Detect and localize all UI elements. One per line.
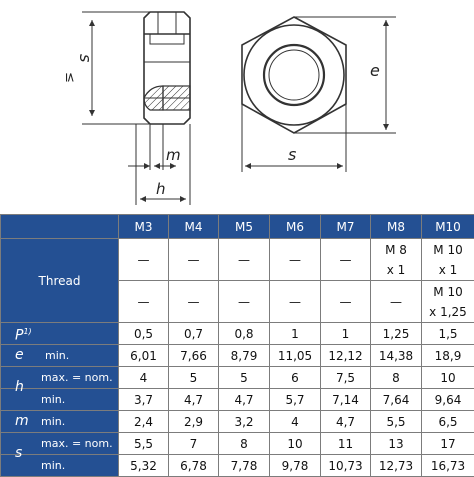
column-header: M6	[270, 215, 321, 239]
nut-side-view	[82, 12, 190, 205]
table-cell: 7,66	[169, 345, 219, 367]
cell-line: x 1,25	[422, 302, 474, 322]
table-cell: 0,8	[219, 323, 270, 345]
dim-s-side: s	[76, 54, 95, 62]
column-header: M3	[119, 215, 169, 239]
symbol-text: h	[1, 379, 41, 395]
table-cell: —	[119, 239, 169, 281]
row-label: min.	[41, 459, 65, 472]
row-head	[1, 411, 119, 433]
table-cell: 4	[270, 411, 321, 433]
table-cell: —	[270, 281, 321, 323]
table-cell: 7,64	[371, 389, 422, 411]
table-row	[1, 367, 474, 389]
table-cell: 1,5	[422, 323, 474, 345]
dim-m-label: m	[166, 146, 181, 164]
table-cell: 6	[270, 367, 321, 389]
table-cell: —	[270, 239, 321, 281]
table-cell: 11	[321, 433, 371, 455]
dim-s-label: s	[288, 145, 296, 164]
table-row	[1, 433, 474, 455]
table-cell: 5	[169, 367, 219, 389]
table-cell: 5,5	[119, 433, 169, 455]
table-cell: 16,73	[422, 455, 474, 477]
table-cell	[422, 281, 474, 323]
table-cell: 10	[270, 433, 321, 455]
table-cell	[371, 239, 422, 281]
dimension-table	[0, 214, 474, 477]
table-cell: 8,79	[219, 345, 270, 367]
table-cell: 4,7	[219, 389, 270, 411]
column-header: M4	[169, 215, 219, 239]
row-head	[1, 433, 119, 455]
cell-line: M 10	[422, 240, 474, 260]
table-cell: 4,7	[321, 411, 371, 433]
cell-line: x 1	[371, 260, 421, 280]
cell-line: M 10	[422, 282, 474, 302]
header-empty-cell	[1, 215, 119, 239]
table-row	[1, 411, 474, 433]
table-cell: 12,73	[371, 455, 422, 477]
table-cell: 2,4	[119, 411, 169, 433]
row-label: max. = nom.	[41, 371, 113, 384]
table-cell: 1,25	[371, 323, 422, 345]
table-cell: 9,64	[422, 389, 474, 411]
table-cell: —	[219, 281, 270, 323]
column-header: M5	[219, 215, 270, 239]
symbol-text: s	[1, 445, 41, 461]
table-cell: 6,5	[422, 411, 474, 433]
row-label: min.	[41, 393, 65, 406]
table-row	[1, 345, 474, 367]
table-cell: 0,5	[119, 323, 169, 345]
table-cell: 13	[371, 433, 422, 455]
symbol-text: P	[15, 327, 23, 343]
table-cell: 12,12	[321, 345, 371, 367]
table-row	[1, 389, 474, 411]
table-header-row	[1, 215, 474, 239]
table-cell: —	[321, 281, 371, 323]
cell-line: M 8	[371, 240, 421, 260]
row-label: max. = nom.	[41, 437, 113, 450]
table-cell: 3,2	[219, 411, 270, 433]
table-cell: 2,9	[169, 411, 219, 433]
column-header: M8	[371, 215, 422, 239]
table-cell: 9,78	[270, 455, 321, 477]
table-row	[1, 455, 474, 477]
table-row	[1, 239, 474, 281]
row-head	[1, 367, 119, 389]
table-row	[1, 323, 474, 345]
table-cell: 4,7	[169, 389, 219, 411]
table-cell: 5	[219, 367, 270, 389]
column-header: M7	[321, 215, 371, 239]
table-cell: 17	[422, 433, 474, 455]
table-cell: —	[169, 239, 219, 281]
table-cell: 5,32	[119, 455, 169, 477]
table-cell: 0,7	[169, 323, 219, 345]
table-cell: —	[321, 239, 371, 281]
table-cell: 6,01	[119, 345, 169, 367]
table-cell: —	[169, 281, 219, 323]
column-header: M10	[422, 215, 474, 239]
thread-label: Thread	[1, 239, 119, 323]
table-cell: 7	[169, 433, 219, 455]
table-cell: 7,78	[219, 455, 270, 477]
table-cell: 14,38	[371, 345, 422, 367]
table-cell: 18,9	[422, 345, 474, 367]
table-cell: —	[371, 281, 422, 323]
table-cell: 1	[321, 323, 371, 345]
nut-front-view	[242, 17, 396, 172]
dim-h-label: h	[156, 180, 166, 198]
dim-e-label: e	[370, 61, 380, 80]
table-cell: 7,5	[321, 367, 371, 389]
table-cell: 10	[422, 367, 474, 389]
table-cell	[422, 239, 474, 281]
dim-le-sign: ≤	[62, 72, 77, 83]
table-cell: 8	[219, 433, 270, 455]
row-label: min.	[41, 349, 69, 362]
table-cell: —	[219, 239, 270, 281]
row-symbol	[1, 323, 119, 345]
table-cell: 6,78	[169, 455, 219, 477]
cell-line: x 1	[422, 260, 474, 280]
table-cell: 11,05	[270, 345, 321, 367]
table-cell: 8	[371, 367, 422, 389]
nut-technical-drawing	[0, 0, 474, 214]
row-head	[1, 345, 119, 367]
row-label: min.	[41, 415, 65, 428]
table-cell: 5,7	[270, 389, 321, 411]
footnote-mark: 1)	[23, 327, 31, 336]
symbol-text: e	[1, 347, 41, 363]
table-cell: —	[119, 281, 169, 323]
table-cell: 10,73	[321, 455, 371, 477]
front-dimensions	[245, 20, 386, 166]
table-cell: 3,7	[119, 389, 169, 411]
symbol-text: m	[1, 413, 41, 429]
table-cell: 1	[270, 323, 321, 345]
table-cell: 5,5	[371, 411, 422, 433]
table-cell: 4	[119, 367, 169, 389]
table-cell: 7,14	[321, 389, 371, 411]
